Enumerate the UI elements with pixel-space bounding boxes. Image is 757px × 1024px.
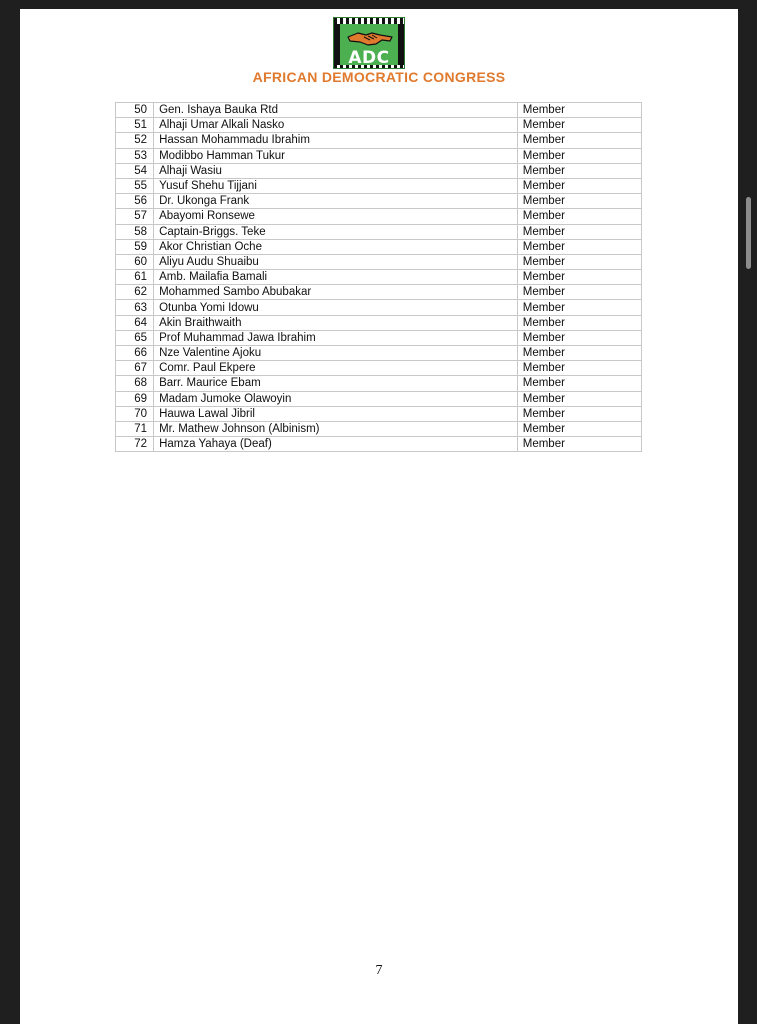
member-name: Alhaji Umar Alkali Nasko bbox=[154, 118, 518, 133]
organization-title: AFRICAN DEMOCRATIC CONGRESS bbox=[252, 69, 506, 85]
member-number: 68 bbox=[116, 376, 154, 391]
member-name: Aliyu Audu Shuaibu bbox=[154, 254, 518, 269]
member-number: 54 bbox=[116, 163, 154, 178]
member-name: Alhaji Wasiu bbox=[154, 163, 518, 178]
member-name: Akin Braithwaith bbox=[154, 315, 518, 330]
member-number: 69 bbox=[116, 391, 154, 406]
member-name: Comr. Paul Ekpere bbox=[154, 361, 518, 376]
table-row bbox=[116, 285, 642, 300]
member-name: Mr. Mathew Johnson (Albinism) bbox=[154, 421, 518, 436]
member-number: 57 bbox=[116, 209, 154, 224]
member-role: Member bbox=[517, 437, 641, 452]
member-name: Hauwa Lawal Jibril bbox=[154, 406, 518, 421]
table-row bbox=[116, 437, 642, 452]
member-number: 53 bbox=[116, 148, 154, 163]
table-row bbox=[116, 406, 642, 421]
member-name: Gen. Ishaya Bauka Rtd bbox=[154, 103, 518, 118]
table-row bbox=[116, 300, 642, 315]
handshake-icon bbox=[346, 25, 394, 49]
member-name: Captain-Briggs. Teke bbox=[154, 224, 518, 239]
member-role: Member bbox=[517, 224, 641, 239]
member-number: 50 bbox=[116, 103, 154, 118]
member-role: Member bbox=[517, 330, 641, 345]
member-number: 63 bbox=[116, 300, 154, 315]
member-number: 59 bbox=[116, 239, 154, 254]
member-name: Nze Valentine Ajoku bbox=[154, 346, 518, 361]
members-table bbox=[115, 102, 642, 452]
member-number: 66 bbox=[116, 346, 154, 361]
member-name: Dr. Ukonga Frank bbox=[154, 194, 518, 209]
member-name: Yusuf Shehu Tijjani bbox=[154, 178, 518, 193]
table-row bbox=[116, 178, 642, 193]
member-name: Hamza Yahaya (Deaf) bbox=[154, 437, 518, 452]
member-role: Member bbox=[517, 406, 641, 421]
member-name: Madam Jumoke Olawoyin bbox=[154, 391, 518, 406]
logo-lettering: ADC bbox=[348, 48, 390, 68]
member-role: Member bbox=[517, 103, 641, 118]
member-number: 67 bbox=[116, 361, 154, 376]
member-role: Member bbox=[517, 421, 641, 436]
member-number: 52 bbox=[116, 133, 154, 148]
table-row bbox=[116, 421, 642, 436]
member-name: Otunba Yomi Idowu bbox=[154, 300, 518, 315]
member-number: 71 bbox=[116, 421, 154, 436]
table-row bbox=[116, 224, 642, 239]
table-row bbox=[116, 209, 642, 224]
member-number: 58 bbox=[116, 224, 154, 239]
table-row bbox=[116, 194, 642, 209]
member-role: Member bbox=[517, 209, 641, 224]
member-role: Member bbox=[517, 148, 641, 163]
member-role: Member bbox=[517, 178, 641, 193]
member-number: 56 bbox=[116, 194, 154, 209]
vertical-scrollbar[interactable] bbox=[746, 197, 751, 269]
member-name: Abayomi Ronsewe bbox=[154, 209, 518, 224]
member-role: Member bbox=[517, 194, 641, 209]
table-row bbox=[116, 376, 642, 391]
member-name: Hassan Mohammadu Ibrahim bbox=[154, 133, 518, 148]
member-role: Member bbox=[517, 270, 641, 285]
member-role: Member bbox=[517, 300, 641, 315]
member-name: Modibbo Hamman Tukur bbox=[154, 148, 518, 163]
member-role: Member bbox=[517, 163, 641, 178]
table-row bbox=[116, 148, 642, 163]
table-row bbox=[116, 330, 642, 345]
member-name: Amb. Mailafia Bamali bbox=[154, 270, 518, 285]
member-number: 64 bbox=[116, 315, 154, 330]
member-role: Member bbox=[517, 133, 641, 148]
member-name: Barr. Maurice Ebam bbox=[154, 376, 518, 391]
document-page bbox=[20, 9, 738, 1024]
member-name: Prof Muhammad Jawa Ibrahim bbox=[154, 330, 518, 345]
member-number: 51 bbox=[116, 118, 154, 133]
member-role: Member bbox=[517, 118, 641, 133]
member-name: Akor Christian Oche bbox=[154, 239, 518, 254]
member-number: 65 bbox=[116, 330, 154, 345]
member-number: 72 bbox=[116, 437, 154, 452]
page-number: 7 bbox=[375, 963, 383, 978]
table-row bbox=[116, 391, 642, 406]
table-row bbox=[116, 346, 642, 361]
table-row bbox=[116, 270, 642, 285]
table-row bbox=[116, 254, 642, 269]
member-role: Member bbox=[517, 376, 641, 391]
member-role: Member bbox=[517, 285, 641, 300]
adc-logo bbox=[333, 17, 405, 69]
member-number: 70 bbox=[116, 406, 154, 421]
member-name: Mohammed Sambo Abubakar bbox=[154, 285, 518, 300]
member-role: Member bbox=[517, 361, 641, 376]
member-role: Member bbox=[517, 391, 641, 406]
member-role: Member bbox=[517, 254, 641, 269]
member-number: 62 bbox=[116, 285, 154, 300]
table-row bbox=[116, 361, 642, 376]
table-row bbox=[116, 315, 642, 330]
table-row bbox=[116, 239, 642, 254]
member-number: 60 bbox=[116, 254, 154, 269]
member-number: 55 bbox=[116, 178, 154, 193]
member-role: Member bbox=[517, 239, 641, 254]
table-row bbox=[116, 118, 642, 133]
member-number: 61 bbox=[116, 270, 154, 285]
table-row bbox=[116, 163, 642, 178]
table-row bbox=[116, 133, 642, 148]
member-role: Member bbox=[517, 315, 641, 330]
table-row bbox=[116, 103, 642, 118]
member-role: Member bbox=[517, 346, 641, 361]
